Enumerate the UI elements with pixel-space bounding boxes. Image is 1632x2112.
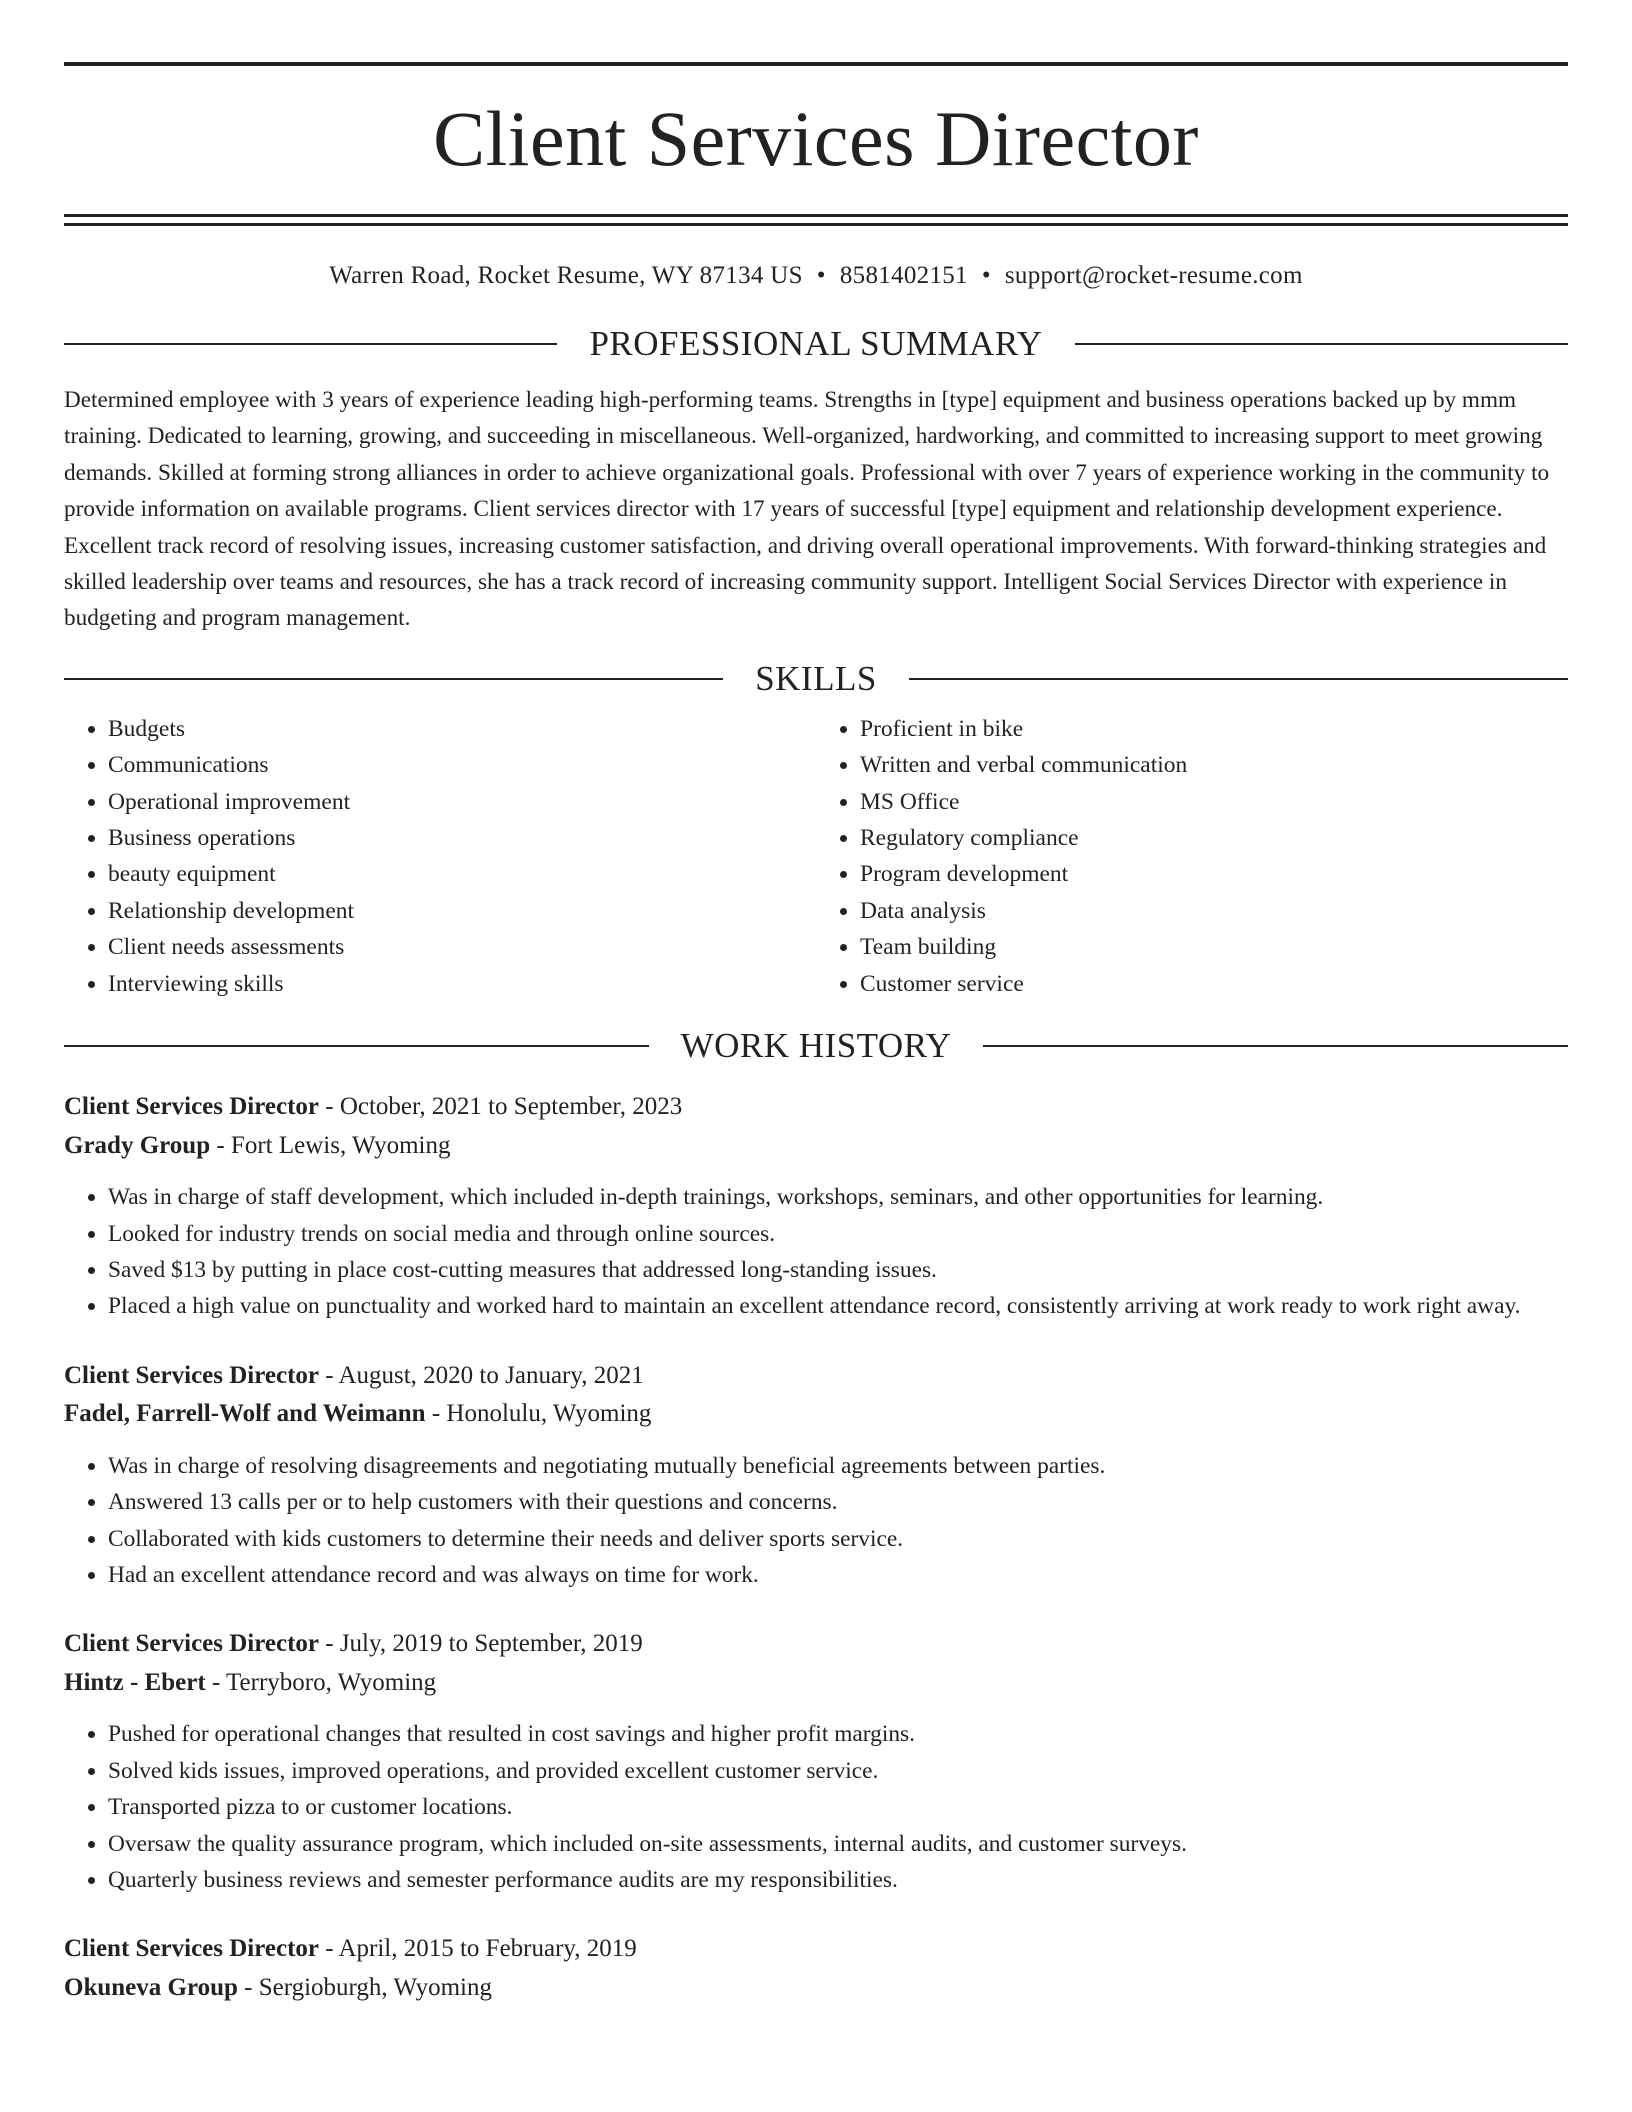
job-dash: - [319, 1093, 340, 1121]
job-bullet: • Pushed for operational changes that resulted in cost savings and higher profit margins. [108, 1716, 1568, 1752]
job-title-line [64, 1357, 1568, 1396]
skills-section-header [64, 659, 1568, 699]
job-bullet: • Was in charge of staff development, which included in-depth trainings, workshops, seminars, and other opportunities for learning. [108, 1179, 1568, 1215]
job-bullets [64, 1716, 1568, 1898]
job-dash: - [319, 1361, 339, 1389]
job-bullet: • Was in charge of resolving disagreements and negotiating mutually beneficial agreements between parties. [108, 1448, 1568, 1484]
skill-item: • Team building [860, 929, 1568, 965]
work-section-header [64, 1026, 1568, 1066]
skill-item: • Written and verbal communication [860, 747, 1568, 783]
job-bullet: • Had an excellent attendance record and was always on time for work. [108, 1557, 1568, 1593]
skill-item: • Customer service [860, 966, 1568, 1002]
job-company-line [64, 1395, 1568, 1434]
skill-item: • Relationship development [108, 893, 816, 929]
job-location: Sergioburgh, Wyoming [258, 1973, 492, 2001]
job-location: Honolulu, Wyoming [446, 1400, 652, 1428]
skill-item: • Program development [860, 856, 1568, 892]
job-title-line [64, 1930, 1568, 1969]
header-double-rule [64, 214, 1568, 226]
job-location: Terryboro, Wyoming [226, 1668, 437, 1696]
job-company-line [64, 1664, 1568, 1703]
skill-item: • Data analysis [860, 893, 1568, 929]
job-dates: July, 2019 to September, 2019 [339, 1630, 643, 1658]
summary-section-header [64, 324, 1568, 364]
job-company: Okuneva Group [64, 1973, 238, 2001]
contact-line [64, 262, 1568, 290]
job-company-line [64, 1969, 1568, 2008]
contact-email: support@rocket-resume.com [1004, 262, 1303, 289]
job-bullet: • Placed a high value on punctuality and worked hard to maintain an excellent attendance record, consistently arriving at work ready to work right away. [108, 1288, 1568, 1324]
job-company: Fadel, Farrell-Wolf and Weimann [64, 1400, 426, 1428]
job-bullet: • Saved $13 by putting in place cost-cutting measures that addressed long-standing issues. [108, 1252, 1568, 1288]
job-dates: August, 2020 to January, 2021 [338, 1361, 644, 1389]
job-bullet: • Solved kids issues, improved operations, and provided excellent customer service. [108, 1753, 1568, 1789]
skill-item: • Communications [108, 747, 816, 783]
job-dash: - [319, 1630, 340, 1658]
job-company: Hintz - Ebert [64, 1668, 206, 1696]
contact-separator: • [981, 262, 991, 289]
job-role: Client Services Director [64, 1093, 319, 1121]
job-company-line [64, 1127, 1568, 1166]
skill-item: • Operational improvement [108, 784, 816, 820]
contact-phone: 8581402151 [839, 262, 968, 289]
job-dash: - [237, 1973, 259, 2001]
job-company: Grady Group [64, 1131, 211, 1159]
skills-list-right [816, 711, 1568, 1002]
skill-item: • Proficient in bike [860, 711, 1568, 747]
job-role: Client Services Director [64, 1630, 319, 1658]
job-title-line [64, 1088, 1568, 1127]
job-title-line [64, 1625, 1568, 1664]
skill-item: • Client needs assessments [108, 929, 816, 965]
summary-section-title: PROFESSIONAL SUMMARY [589, 324, 1043, 363]
job-dates: April, 2015 to February, 2019 [338, 1935, 637, 1963]
job-bullet: • Oversaw the quality assurance program, which included on-site assessments, internal audits, and customer surveys. [108, 1826, 1568, 1862]
skills-list-left [64, 711, 816, 1002]
skill-item: • Regulatory compliance [860, 820, 1568, 856]
section-rule-right [909, 678, 1568, 680]
skill-item: • beauty equipment [108, 856, 816, 892]
job-bullet: • Transported pizza to or customer locations. [108, 1789, 1568, 1825]
work-section-title: WORK HISTORY [680, 1026, 952, 1066]
section-rule-right [983, 1045, 1568, 1047]
summary-text: Determined employee with 3 years of experience leading high-performing teams. Strengths in [type] equipment and business operations backed up by mmm training. Dedicated to learning, growing, and succeeding in miscellaneous. Well-organized, hardworking, and committed to increasing support to meet growing demands. Skilled at forming strong alliances in order to achieve organizational goals. Professional with over 7 years of experience working in the community to provide information on available programs. Client services director with 17 years of successful [type] equipment and relationship development experience. Excellent track record of resolving issues, increasing customer satisfaction, and driving overall operational improvements. With forward-thinking strategies and skilled leadership over teams and resources, she has a track record of increasing community support. Intelligent Social Services Director with experience in budgeting and program management. [64, 387, 1550, 632]
job-entry [64, 1088, 1568, 1325]
job-entry [64, 1357, 1568, 1594]
top-rule [64, 62, 1568, 66]
skill-item: • Interviewing skills [108, 966, 816, 1002]
section-rule-left [64, 678, 723, 680]
job-bullets [64, 1448, 1568, 1594]
job-role: Client Services Director [64, 1361, 319, 1389]
job-bullet: • Quarterly business reviews and semester performance audits are my responsibilities. [108, 1862, 1568, 1898]
job-dash: - [205, 1668, 227, 1696]
section-rule-left [64, 1045, 649, 1047]
skills-columns [64, 711, 1568, 1002]
candidate-name: Client Services Director [433, 95, 1199, 182]
contact-separator: • [816, 262, 826, 289]
job-bullets [64, 1179, 1568, 1325]
job-dates: October, 2021 to September, 2023 [339, 1093, 683, 1121]
job-dash: - [319, 1935, 339, 1963]
job-bullet: • Collaborated with kids customers to determine their needs and deliver sports service. [108, 1521, 1568, 1557]
skill-item: • Budgets [108, 711, 816, 747]
job-dash: - [210, 1131, 231, 1159]
skill-item: • Business operations [108, 820, 816, 856]
job-role: Client Services Director [64, 1935, 319, 1963]
job-location: Fort Lewis, Wyoming [230, 1131, 451, 1159]
section-rule-left [64, 343, 557, 345]
contact-address: Warren Road, Rocket Resume, WY 87134 US [329, 262, 803, 289]
job-dash: - [425, 1400, 447, 1428]
job-entry [64, 1930, 1568, 2007]
job-bullet: • Answered 13 calls per or to help customers with their questions and concerns. [108, 1484, 1568, 1520]
section-rule-right [1075, 343, 1568, 345]
job-entry [64, 1625, 1568, 1898]
skills-section-title: SKILLS [755, 658, 877, 698]
skill-item: • MS Office [860, 784, 1568, 820]
job-bullet: • Looked for industry trends on social media and through online sources. [108, 1216, 1568, 1252]
